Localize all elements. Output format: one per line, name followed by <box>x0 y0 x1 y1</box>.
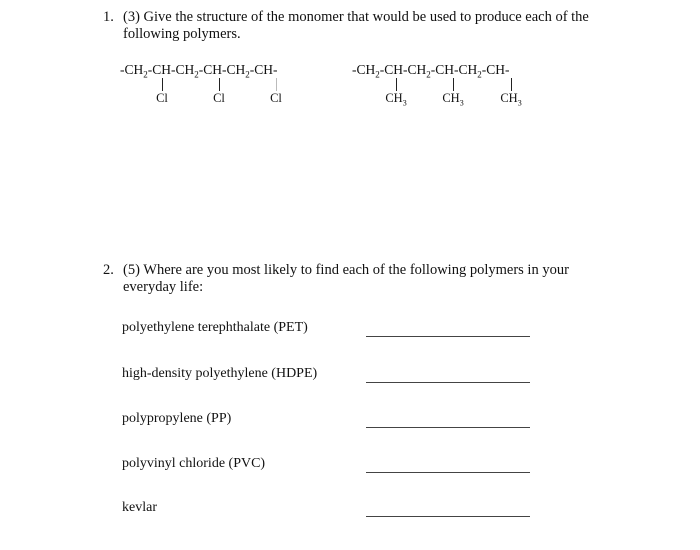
answer-blank-pet[interactable] <box>366 336 530 337</box>
question-2-line-1: (5) Where are you most likely to find each of the following polymers in your <box>123 262 569 278</box>
question-2 <box>103 262 623 296</box>
answer-blank-pvc[interactable] <box>366 472 530 473</box>
question-1-line-2: following polymers. <box>123 26 241 42</box>
polymer-item-pvc: polyvinyl chloride (PVC) <box>122 456 266 471</box>
polymer-b-formula: $-CH_2-CH-CH_2-CH-CH_2-CH-$ <box>352 62 510 80</box>
polymer-a-substituent: Cl <box>147 78 177 105</box>
answer-blank-kevlar[interactable] <box>366 516 530 517</box>
question-1 <box>103 9 623 43</box>
polymer-item-pet: polyethylene terephthalate (PET) <box>122 320 308 335</box>
polymer-item-hdpe: high-density polyethylene (HDPE) <box>122 366 318 381</box>
question-2-line-2: everyday life: <box>123 279 204 295</box>
question-2-number: 2. <box>103 262 114 278</box>
polymer-b-substituent: $CH_3$ <box>381 78 411 111</box>
polymer-a-substituent: Cl <box>204 78 234 105</box>
polymer-item-kevlar: kevlar <box>122 500 157 515</box>
polymer-b-substituent: $CH_3$ <box>496 78 526 111</box>
answer-blank-pp[interactable] <box>366 427 530 428</box>
polymer-a-formula: $-CH_2-CH-CH_2-CH-CH_2-CH-$ <box>120 62 278 80</box>
polymer-b-substituent: $CH_3$ <box>438 78 468 111</box>
answer-blank-hdpe[interactable] <box>366 382 530 383</box>
polymer-item-pp: polypropylene (PP) <box>122 411 232 426</box>
question-1-number: 1. <box>103 9 114 25</box>
question-1-line-1: (3) Give the structure of the monomer that would be used to produce each of the <box>123 9 589 25</box>
polymer-a-substituent: Cl <box>261 78 291 105</box>
